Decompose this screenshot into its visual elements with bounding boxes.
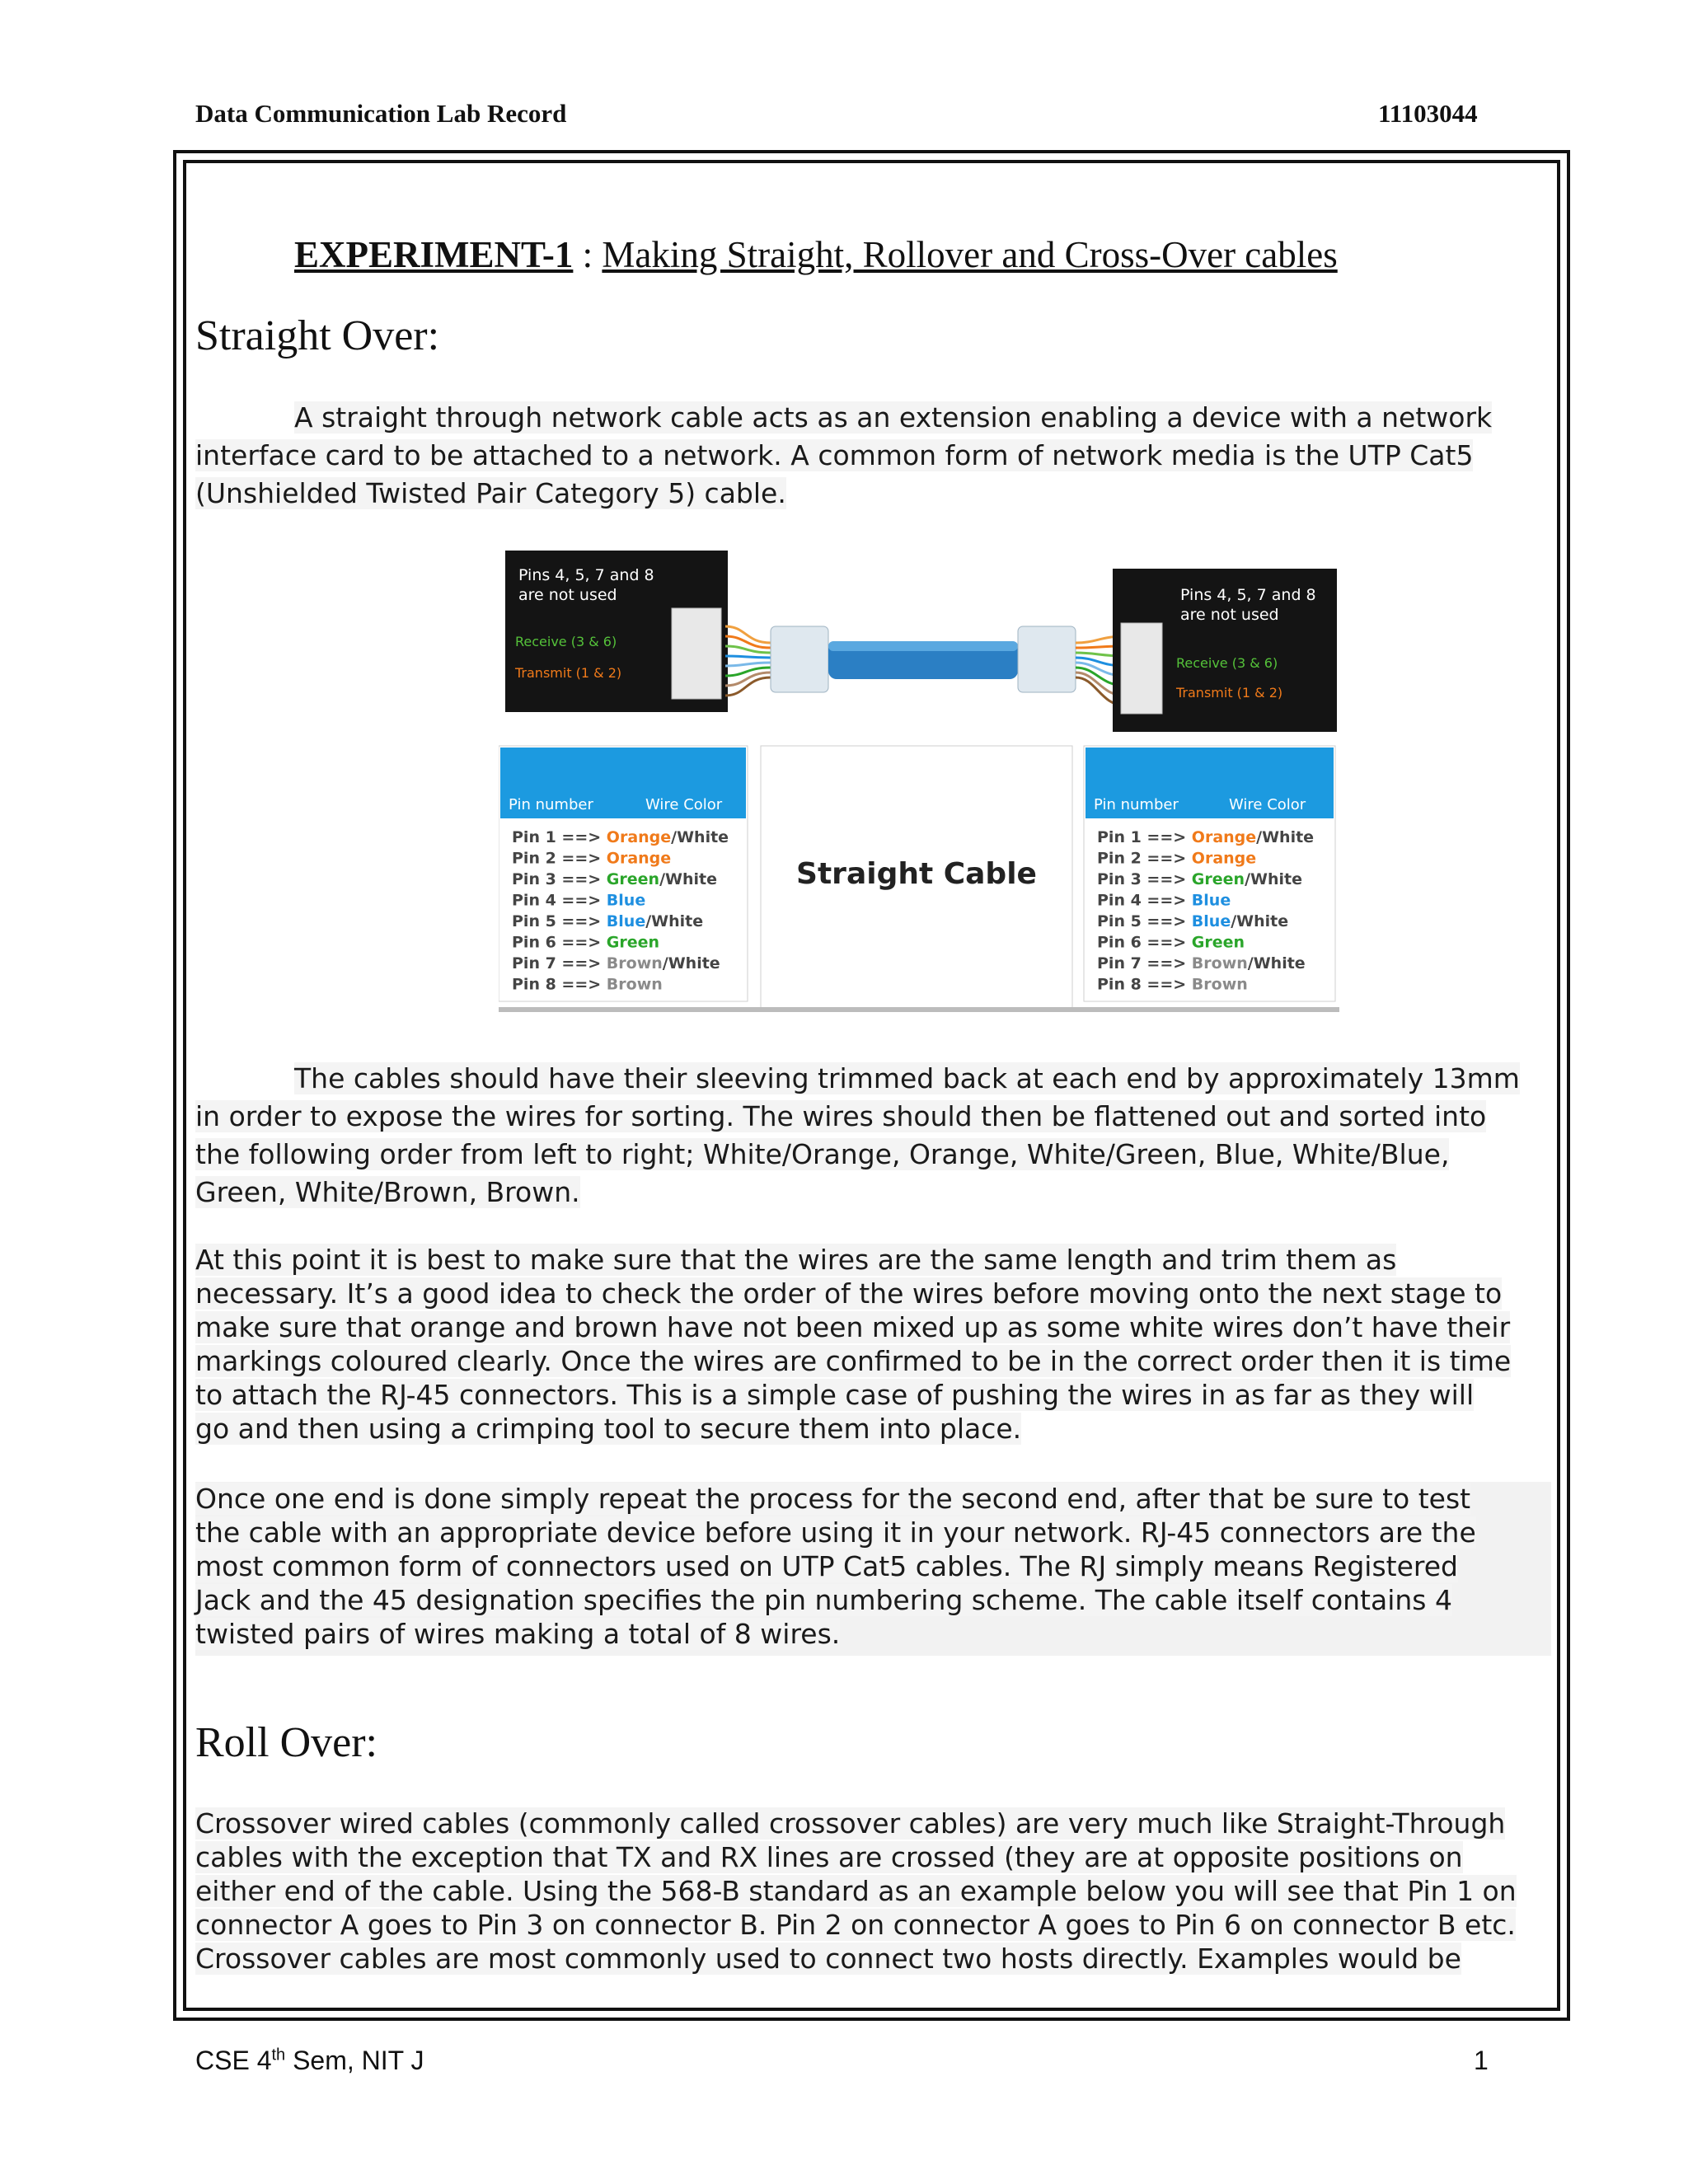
pin-row-8: Pin 8 ==> Brown bbox=[1097, 975, 1248, 994]
pin-row-6: Pin 6 ==> Green bbox=[1097, 933, 1245, 952]
pin-row-2: Pin 2 ==> Orange bbox=[1097, 849, 1257, 868]
left-table-head-pin: Pin number bbox=[509, 796, 593, 813]
text-line: Crossover wired cables (commonly called crossover cables) are very much like Straight-Through bbox=[195, 1807, 1506, 1840]
right-rj45-plug bbox=[1018, 626, 1076, 692]
text-line: necessary. It’s a good idea to check the order of the wires before moving onto the next stage to bbox=[195, 1277, 1503, 1310]
text-line: the cable with an appropriate device before using it in your network. RJ-45 connectors are the bbox=[195, 1516, 1476, 1549]
text-line: markings coloured clearly. Once the wires are confirmed to be in the correct order then it is time bbox=[195, 1345, 1512, 1377]
figure-shadow bbox=[499, 1007, 1339, 1012]
text-line: either end of the cable. Using the 568-B standard as an example below you will see that Pin 1 on bbox=[195, 1875, 1517, 1907]
straight-over-heading: Straight Over: bbox=[195, 312, 440, 359]
text-line: cables with the exception that TX and RX lines are crossed (they are at opposite positions on bbox=[195, 1841, 1463, 1873]
text-line: connector A goes to Pin 3 on connector B. Pin 2 on connector A goes to Pin 6 on connector B etc. bbox=[195, 1909, 1516, 1941]
text-line: the following order from left to right; White/Orange, Orange, White/Green, Blue, White/Blue, bbox=[195, 1138, 1450, 1170]
experiment-label: EXPERIMENT-1 bbox=[294, 234, 574, 275]
straight-cable-diagram bbox=[499, 544, 1343, 1022]
text-line: go and then using a crimping tool to secure them into place. bbox=[195, 1413, 1022, 1445]
left-receive-label: Receive (3 & 6) bbox=[515, 634, 617, 649]
text-line: (Unshielded Twisted Pair Category 5) cable. bbox=[195, 477, 786, 509]
left-table-head-color: Wire Color bbox=[645, 796, 723, 813]
text-line: in order to expose the wires for sorting. The wires should then be flattened out and sorted into bbox=[195, 1100, 1487, 1132]
pin-row-7: Pin 7 ==> Brown/White bbox=[512, 954, 720, 972]
straight-paragraph-3 bbox=[195, 1243, 1547, 1446]
left-note-line-2: are not used bbox=[518, 586, 617, 604]
text-line: Green, White/Brown, Brown. bbox=[195, 1176, 580, 1208]
straight-cable-label: Straight Cable bbox=[796, 857, 1037, 891]
right-table-head-color: Wire Color bbox=[1229, 796, 1306, 813]
pin-row-2: Pin 2 ==> Orange bbox=[512, 849, 672, 868]
pin-row-5: Pin 5 ==> Blue/White bbox=[512, 912, 704, 930]
pin-row-7: Pin 7 ==> Brown/White bbox=[1097, 954, 1306, 972]
text-line: to attach the RJ-45 connectors. This is a simple case of pushing the wires in as far as they will bbox=[195, 1379, 1475, 1411]
footer-course: CSE 4th Sem, NIT J bbox=[195, 2046, 424, 2075]
roll-paragraph-1 bbox=[195, 1807, 1547, 1975]
text-line: At this point it is best to make sure that the wires are the same length and trim them as bbox=[195, 1244, 1397, 1276]
right-table-head-pin: Pin number bbox=[1094, 796, 1179, 813]
text-line: Once one end is done simply repeat the process for the second end, after that be sure to test bbox=[195, 1483, 1471, 1515]
straight-paragraph-2 bbox=[195, 1060, 1547, 1212]
right-receive-label: Receive (3 & 6) bbox=[1176, 655, 1278, 671]
text-line: A straight through network cable acts as an extension enabling a device with a network bbox=[294, 401, 1493, 434]
pin-row-4: Pin 4 ==> Blue bbox=[1097, 891, 1231, 910]
straight-paragraph-4 bbox=[195, 1482, 1551, 1656]
title-separator: : bbox=[573, 234, 603, 275]
pin-row-3: Pin 3 ==> Green/White bbox=[512, 870, 717, 888]
pin-row-4: Pin 4 ==> Blue bbox=[512, 891, 646, 910]
right-note-line-1: Pins 4, 5, 7 and 8 bbox=[1180, 586, 1316, 604]
experiment-subtitle: Making Straight, Rollover and Cross-Over cables bbox=[602, 234, 1338, 275]
pin-row-3: Pin 3 ==> Green/White bbox=[1097, 870, 1302, 888]
text-line: make sure that orange and brown have not been mixed up as some white wires don’t have their bbox=[195, 1311, 1511, 1343]
text-line: Jack and the 45 designation specifies the pin numbering scheme. The cable itself contains 4 bbox=[195, 1584, 1452, 1616]
text-line: The cables should have their sleeving trimmed back at each end by approximately 13mm bbox=[294, 1062, 1520, 1094]
page-number: 1 bbox=[1474, 2046, 1489, 2075]
text-line: Crossover cables are most commonly used to connect two hosts directly. Examples would be bbox=[195, 1943, 1461, 1975]
experiment-title bbox=[294, 233, 1338, 276]
text-line: twisted pairs of wires making a total of 8 wires. bbox=[195, 1618, 841, 1650]
left-transmit-label: Transmit (1 & 2) bbox=[515, 665, 622, 681]
pin-row-5: Pin 5 ==> Blue/White bbox=[1097, 912, 1289, 930]
pin-row-1: Pin 1 ==> Orange/White bbox=[512, 828, 729, 846]
roll-over-heading: Roll Over: bbox=[195, 1719, 377, 1766]
right-note-line-2: are not used bbox=[1180, 606, 1279, 624]
straight-cable-figure bbox=[499, 544, 1343, 1022]
right-transmit-label: Transmit (1 & 2) bbox=[1176, 685, 1283, 701]
left-rj45-plug bbox=[771, 626, 828, 692]
left-note-line-1: Pins 4, 5, 7 and 8 bbox=[518, 566, 654, 584]
text-line: most common form of connectors used on UTP Cat5 cables. The RJ simply means Registered bbox=[195, 1550, 1459, 1582]
text-line: interface card to be attached to a network. A common form of network media is the UTP Cat5 bbox=[195, 439, 1474, 471]
header-title: Data Communication Lab Record bbox=[195, 99, 567, 128]
pin-row-6: Pin 6 ==> Green bbox=[512, 933, 660, 952]
straight-paragraph-1 bbox=[195, 399, 1547, 513]
header-roll-number: 11103044 bbox=[1378, 99, 1478, 128]
pin-row-8: Pin 8 ==> Brown bbox=[512, 975, 663, 994]
pin-row-1: Pin 1 ==> Orange/White bbox=[1097, 828, 1315, 846]
